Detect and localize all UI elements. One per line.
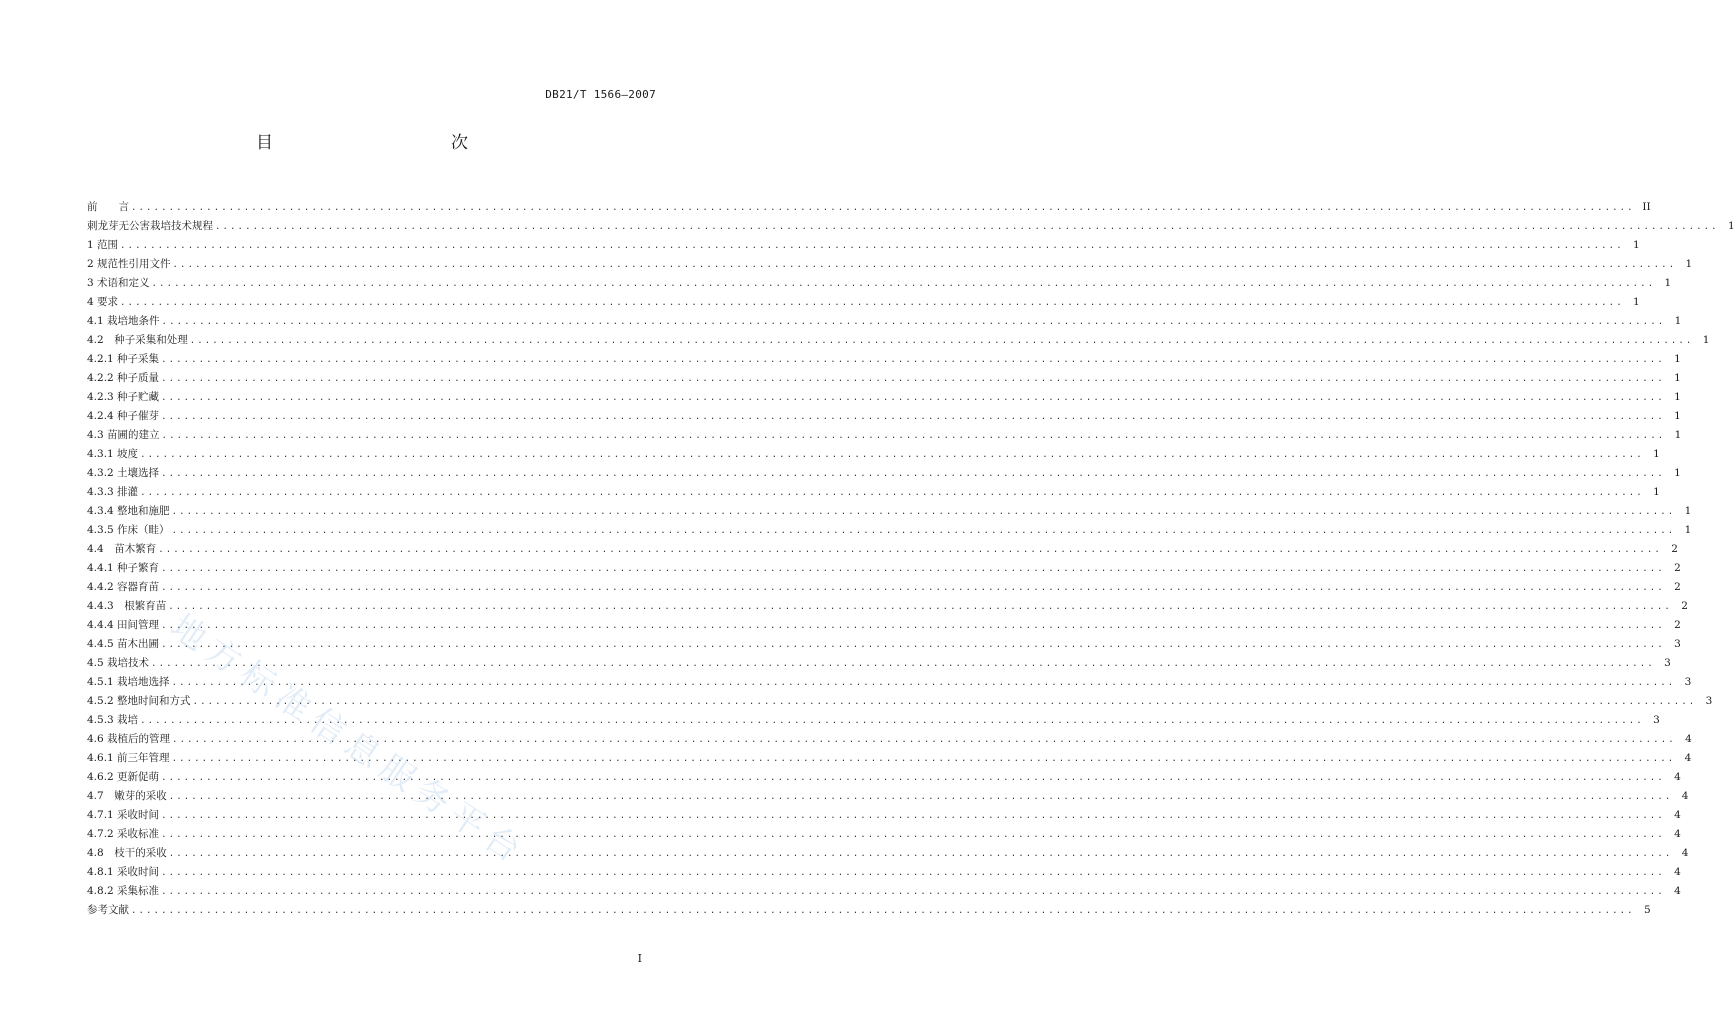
toc-entry-page: 1 (1674, 410, 1681, 422)
toc-entry-label: 4.5.1 栽培地选择 (87, 676, 170, 688)
toc-entry[interactable] (87, 768, 1681, 787)
toc-entry-page: 4 (1684, 752, 1692, 764)
toc-entry[interactable] (87, 559, 1681, 578)
toc-entry-label: 2 规范性引用文件 (87, 258, 171, 270)
toc-entry-page: 2 (1681, 600, 1688, 612)
toc-entry[interactable] (87, 540, 1678, 559)
toc-entry[interactable] (87, 255, 1693, 274)
toc-entry[interactable] (87, 844, 1689, 863)
toc-entry[interactable] (87, 274, 1672, 293)
toc-dot-leader: ........................................................................................................................................................................................................ (161, 811, 1665, 821)
toc-entry-page: 1 (1674, 353, 1681, 365)
toc-entry-label: 4.6.2 更新促萌 (87, 771, 160, 783)
standard-code: DB21/T 1566—2007 (545, 88, 656, 101)
toc-dot-leader: ........................................................................................................................................................................................................ (140, 450, 1644, 460)
toc-dot-leader: ........................................................................................................................................................................................................ (120, 241, 1624, 251)
toc-entry-label: 4.4.2 容器育苗 (87, 581, 160, 593)
toc-entry-page: 2 (1674, 619, 1681, 631)
page-number: I (637, 952, 642, 965)
toc-entry[interactable] (87, 464, 1681, 483)
toc-entry[interactable] (87, 502, 1692, 521)
toc-dot-leader: ........................................................................................................................................................................................................ (120, 298, 1624, 308)
toc-entry[interactable] (87, 407, 1681, 426)
toc-dot-leader: ........................................................................................................................................................................................................ (158, 545, 1662, 555)
toc-entry-label: 4.2.4 种子催芽 (87, 410, 160, 422)
toc-dot-leader: ........................................................................................................................................................................................................ (161, 868, 1665, 878)
toc-entry[interactable] (87, 749, 1692, 768)
toc-entry-page: 4 (1674, 828, 1681, 840)
toc-entry[interactable] (87, 217, 1735, 236)
toc-dot-leader: ........................................................................................................................................................................................................ (192, 697, 1697, 707)
toc-entry[interactable] (87, 692, 1713, 711)
toc-entry-page: 1 (1674, 372, 1681, 384)
toc-entry-page: 1 (1664, 277, 1672, 289)
toc-entry-label: 4.7.2 采收标准 (87, 828, 160, 840)
toc-entry-page: 1 (1685, 258, 1693, 270)
toc-dot-leader: ........................................................................................................................................................................................................ (161, 830, 1665, 840)
toc-entry[interactable] (87, 711, 1660, 730)
toc-entry-label: 4.8.1 采收时间 (87, 866, 160, 878)
toc-entry[interactable] (87, 578, 1681, 597)
toc-entry-page: 4 (1674, 885, 1681, 897)
toc-dot-leader: ........................................................................................................................................................................................................ (161, 564, 1665, 574)
toc-entry-page: II (1642, 201, 1651, 213)
toc-entry-label: 3 术语和定义 (87, 277, 150, 289)
toc-entry-label: 4 要求 (87, 296, 119, 308)
toc-entry[interactable] (87, 616, 1681, 635)
toc-entry-label: 4.8 枝干的采收 (87, 847, 167, 859)
toc-entry[interactable] (87, 901, 1651, 920)
toc-dot-leader: ........................................................................................................................................................................................................ (161, 412, 1665, 422)
toc-entry-label: 4.2.3 种子贮藏 (87, 391, 160, 403)
toc-dot-leader: ........................................................................................................................................................................................................ (131, 906, 1635, 916)
toc-entry-page: 4 (1685, 733, 1692, 745)
toc-entry-page: 1 (1633, 239, 1640, 251)
toc-entry[interactable] (87, 825, 1681, 844)
toc-entry-label: 4.6 栽植后的管理 (87, 733, 171, 745)
toc-entry[interactable] (87, 730, 1692, 749)
toc-entry-page: 4 (1674, 809, 1681, 821)
toc-entry-label: 4.4.1 种子繁育 (87, 562, 160, 574)
toc-entry-label: 4.5.2 整地时间和方式 (87, 695, 191, 707)
toc-entry-label: 刺龙芽无公害栽培技术规程 (87, 220, 213, 232)
toc-entry-label: 4.4.3 根繁育苗 (87, 600, 167, 612)
toc-entry[interactable] (87, 882, 1681, 901)
toc-entry[interactable] (87, 236, 1640, 255)
toc-dot-leader: ........................................................................................................................................................................................................ (161, 621, 1665, 631)
toc-entry-page: 3 (1653, 714, 1660, 726)
toc-entry[interactable] (87, 654, 1671, 673)
toc-dot-leader: ........................................................................................................................................................................................................ (161, 393, 1665, 403)
toc-dot-leader: ........................................................................................................................................................................................................ (151, 279, 1656, 289)
toc-dot-leader: ........................................................................................................................................................................................................ (161, 355, 1665, 365)
toc-entry[interactable] (87, 350, 1681, 369)
toc-entry[interactable] (87, 483, 1660, 502)
toc-entry-label: 4.3.3 排灌 (87, 486, 139, 498)
toc-entry-label: 4.4.4 田间管理 (87, 619, 160, 631)
toc-dot-leader: ........................................................................................................................................................................................................ (140, 716, 1644, 726)
toc-entry-page: 2 (1671, 543, 1678, 555)
toc-entry-page: 1 (1674, 467, 1681, 479)
toc-entry-label: 4.8.2 采集标准 (87, 885, 160, 897)
toc-entry-page: 3 (1674, 638, 1681, 650)
toc-entry-page: 4 (1674, 866, 1681, 878)
toc-entry[interactable] (87, 806, 1681, 825)
toc-entry-page: 1 (1633, 296, 1640, 308)
toc-dot-leader: ........................................................................................................................................................................................................ (151, 659, 1655, 669)
toc-entry-page: 1 (1684, 505, 1692, 517)
toc-entry[interactable] (87, 312, 1682, 331)
toc-entry-label: 4.3.4 整地和施肥 (87, 505, 170, 517)
toc-dot-leader: ........................................................................................................................................................................................................ (161, 773, 1665, 783)
toc-dot-leader: ........................................................................................................................................................................................................ (168, 602, 1672, 612)
toc-entry-page: 4 (1681, 847, 1689, 859)
toc-dot-leader: ........................................................................................................................................................................................................ (161, 374, 1665, 384)
toc-dot-leader: ........................................................................................................................................................................................................ (171, 526, 1676, 536)
toc-entry-page: 1 (1674, 391, 1681, 403)
toc-entry[interactable] (87, 331, 1710, 350)
toc-entry-label: 4.3.1 坡度 (87, 448, 139, 460)
toc-dot-leader: ........................................................................................................................................................................................................ (168, 792, 1673, 802)
toc-entry-page: 1 (1702, 334, 1710, 346)
toc-entry-label: 参考文献 (87, 904, 129, 916)
toc-entry-page: 1 (1653, 486, 1660, 498)
toc-entry[interactable] (87, 863, 1681, 882)
toc-entry-label: 4.2.1 种子采集 (87, 353, 160, 365)
toc-entry[interactable] (87, 426, 1682, 445)
toc-entry-label: 前 言 (87, 201, 129, 213)
toc-entry[interactable] (87, 293, 1640, 312)
toc-entry-page: 1 (1728, 220, 1735, 232)
toc-entry-page: 5 (1644, 904, 1651, 916)
toc-entry-label: 4.7 嫩芽的采收 (87, 790, 167, 802)
toc-entry-page: 2 (1674, 562, 1681, 574)
toc-entry-page: 3 (1705, 695, 1713, 707)
toc-dot-leader: ........................................................................................................................................................................................................ (161, 583, 1665, 593)
toc-dot-leader: ........................................................................................................................................................................................................ (140, 488, 1644, 498)
page-title: 目 次 (256, 133, 516, 153)
toc-entry-page: 4 (1674, 771, 1681, 783)
toc-entry-page: 3 (1664, 657, 1671, 669)
toc-entry-page: 1 (1674, 429, 1682, 441)
toc-dot-leader: ........................................................................................................................................................................................................ (171, 754, 1676, 764)
table-of-contents (87, 198, 1735, 920)
toc-entry-page: 1 (1674, 315, 1682, 327)
toc-dot-leader: ........................................................................................................................................................................................................ (189, 336, 1694, 346)
toc-entry-label: 4.6.1 前三年管理 (87, 752, 170, 764)
toc-entry-label: 4.5.3 栽培 (87, 714, 139, 726)
toc-dot-leader: ........................................................................................................................................................................................................ (161, 469, 1665, 479)
toc-entry-label: 1 范围 (87, 239, 119, 251)
watermark-text: 地方标准信息服务平台 (163, 606, 534, 875)
toc-dot-leader: ........................................................................................................................................................................................................ (131, 203, 1635, 213)
toc-entry-label: 4.3.5 作床（畦） (87, 524, 170, 536)
toc-entry-label: 4.2 种子采集和处理 (87, 334, 188, 346)
toc-dot-leader: ........................................................................................................................................................................................................ (161, 887, 1665, 897)
toc-entry-page: 1 (1684, 524, 1692, 536)
toc-dot-leader: ........................................................................................................................................................................................................ (172, 735, 1676, 745)
toc-entry-label: 4.1 栽培地条件 (87, 315, 160, 327)
toc-entry[interactable] (87, 521, 1692, 540)
toc-dot-leader: ........................................................................................................................................................................................................ (161, 431, 1666, 441)
toc-entry-page: 4 (1681, 790, 1689, 802)
toc-entry[interactable] (87, 198, 1651, 217)
toc-dot-leader: ........................................................................................................................................................................................................ (172, 260, 1677, 270)
toc-dot-leader: ........................................................................................................................................................................................................ (171, 678, 1676, 688)
toc-entry[interactable] (87, 787, 1689, 806)
toc-entry-label: 4.7.1 采收时间 (87, 809, 160, 821)
toc-entry-page: 1 (1653, 448, 1660, 460)
toc-dot-leader: ........................................................................................................................................................................................................ (161, 317, 1666, 327)
toc-entry-label: 4.3.2 土壤选择 (87, 467, 160, 479)
toc-entry[interactable] (87, 635, 1681, 654)
toc-entry-label: 4.4 苗木繁育 (87, 543, 157, 555)
toc-entry[interactable] (87, 597, 1688, 616)
toc-entry[interactable] (87, 369, 1681, 388)
toc-entry-page: 2 (1674, 581, 1681, 593)
toc-entry-label: 4.4.5 苗木出圃 (87, 638, 160, 650)
toc-entry[interactable] (87, 445, 1660, 464)
toc-entry-label: 4.3 苗圃的建立 (87, 429, 160, 441)
toc-entry-page: 3 (1684, 676, 1692, 688)
toc-entry[interactable] (87, 388, 1681, 407)
toc-entry[interactable] (87, 673, 1692, 692)
toc-dot-leader: ........................................................................................................................................................................................................ (161, 640, 1665, 650)
toc-dot-leader: ........................................................................................................................................................................................................ (215, 222, 1719, 232)
toc-entry-label: 4.2.2 种子质量 (87, 372, 160, 384)
toc-entry-label: 4.5 栽培技术 (87, 657, 150, 669)
toc-dot-leader: ........................................................................................................................................................................................................ (168, 849, 1673, 859)
toc-dot-leader: ........................................................................................................................................................................................................ (171, 507, 1676, 517)
